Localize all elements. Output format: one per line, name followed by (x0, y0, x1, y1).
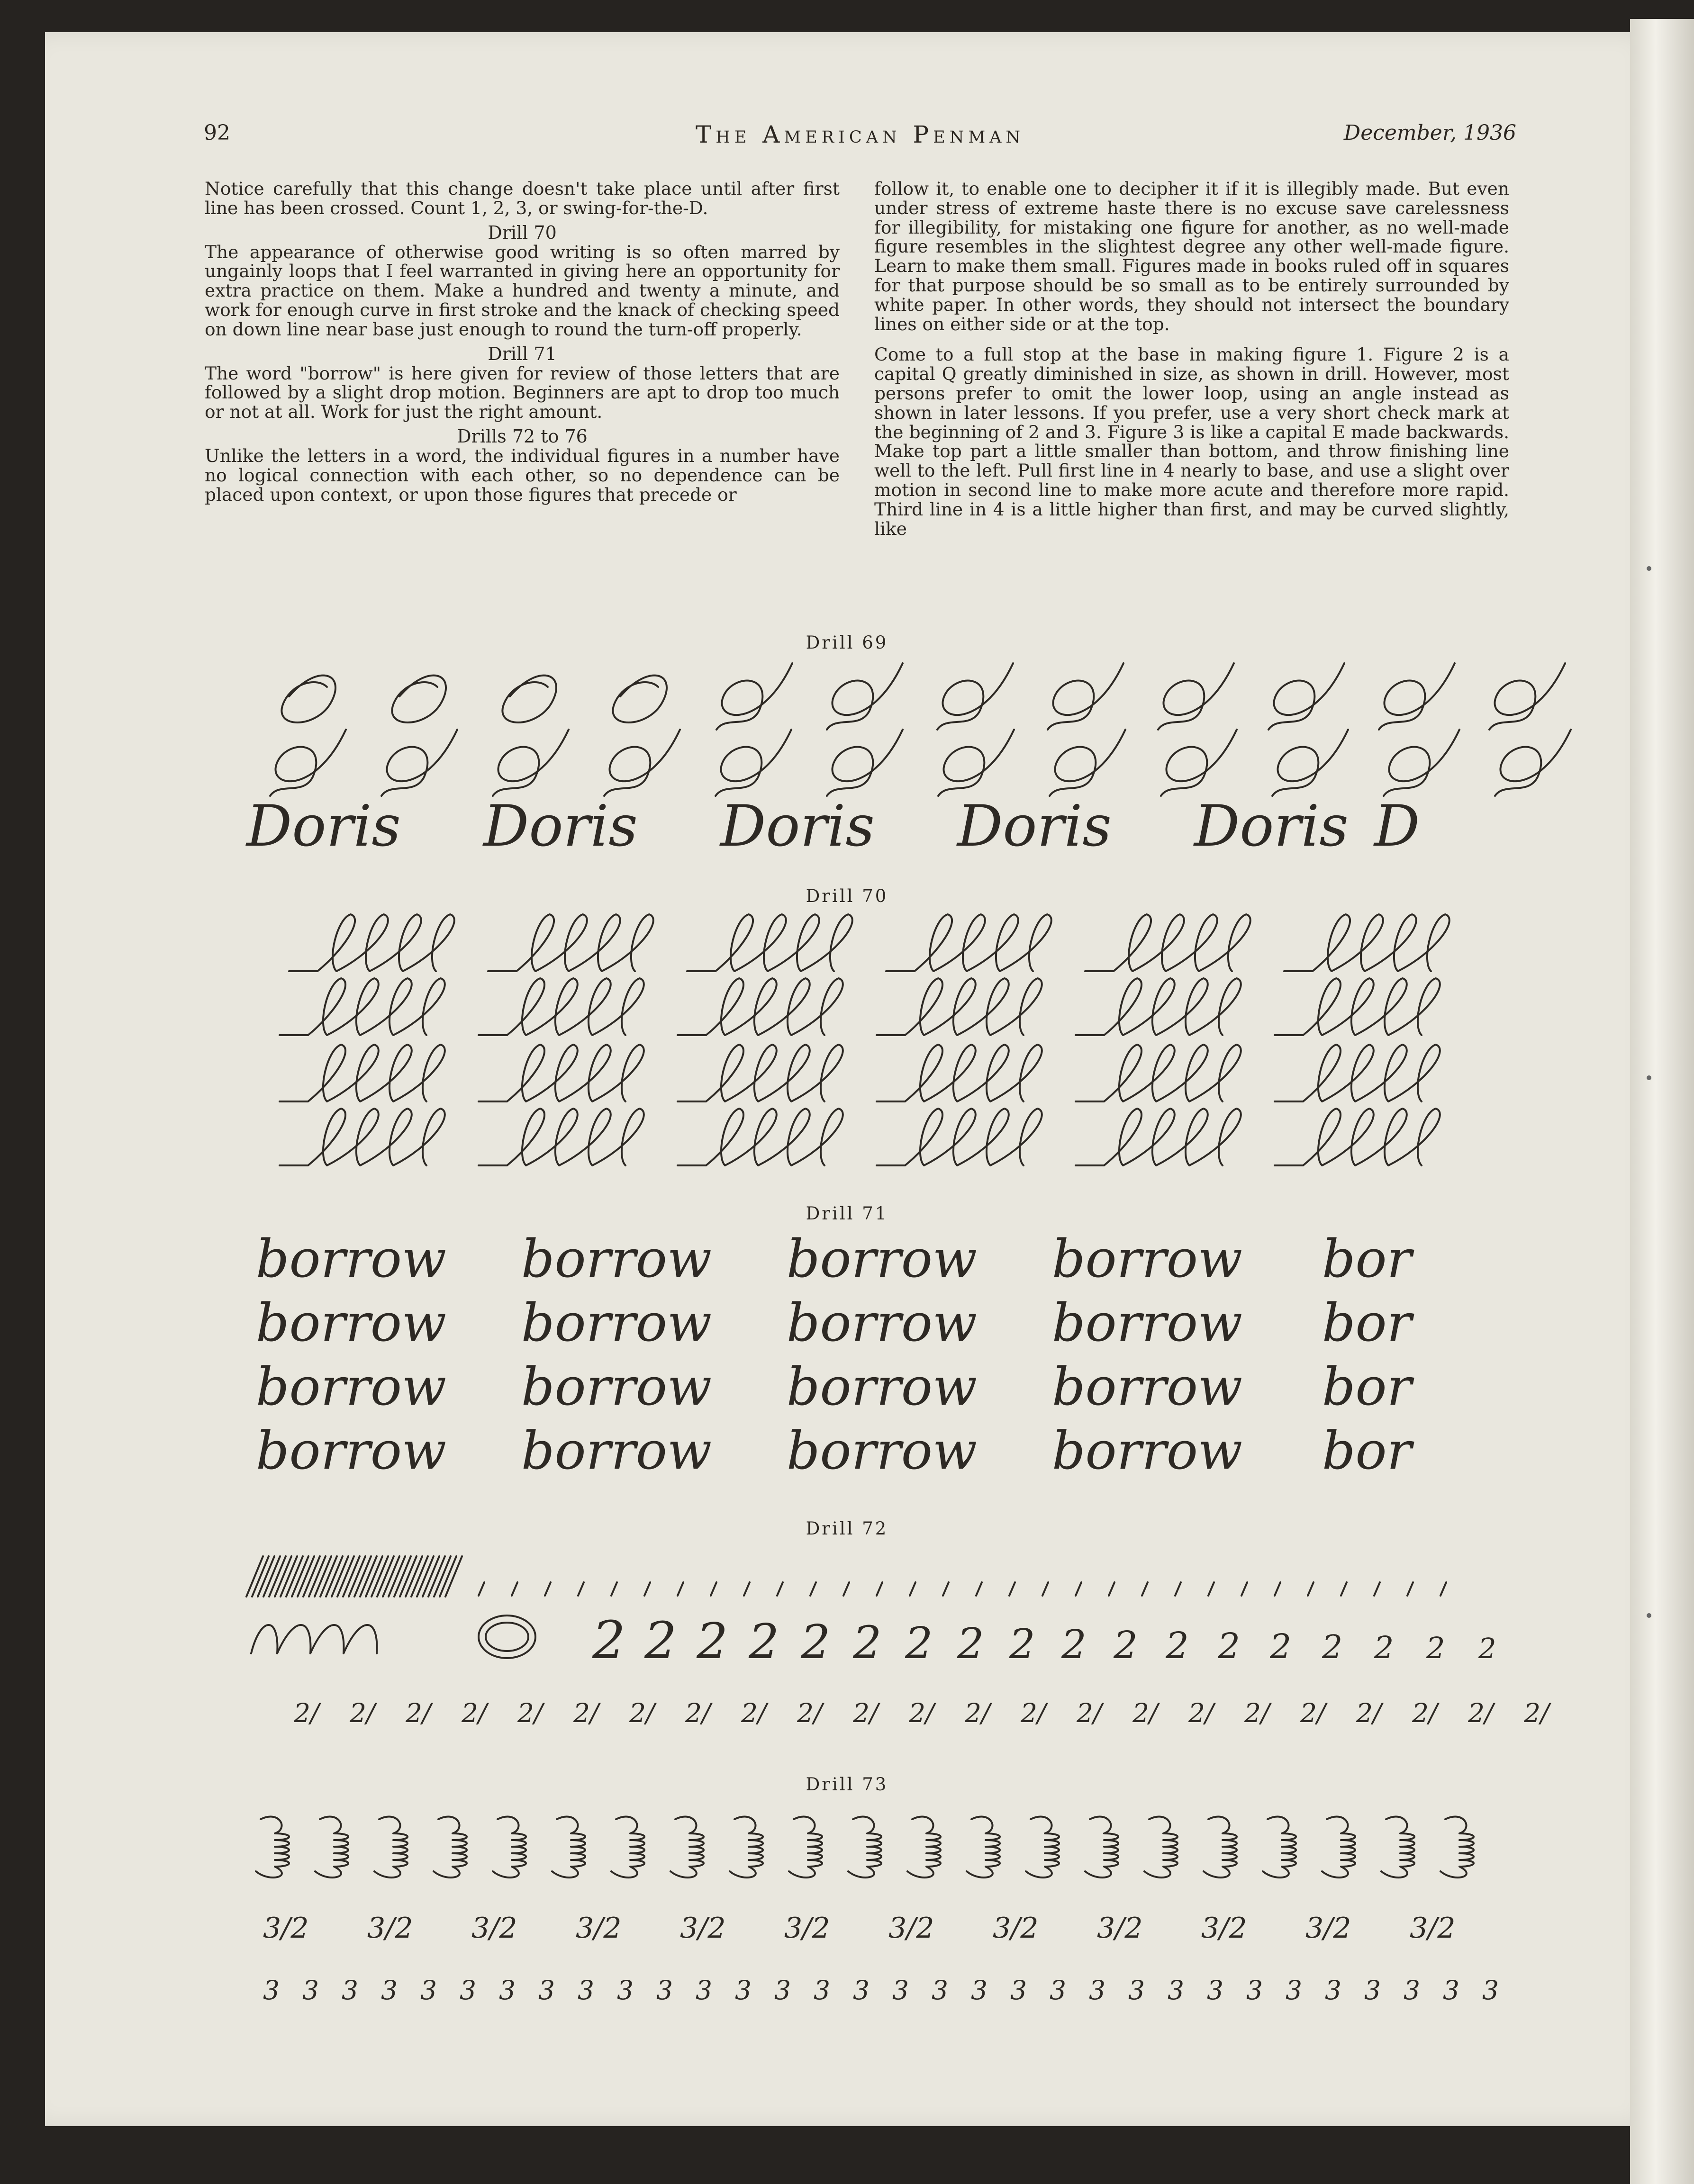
two-one-pair: 2/ (1468, 1698, 1494, 1728)
three-two-pair: 3/2 (1097, 1912, 1143, 1945)
figure-three: 3 (892, 1975, 909, 2005)
figure-two: 2 (1322, 1629, 1343, 1666)
doris-word: Doris (483, 794, 638, 859)
figure-three: 3 (499, 1975, 516, 2005)
journal-title: The American Penman (695, 121, 1025, 148)
loop-group (678, 1045, 843, 1101)
borrow-word: borrow (256, 1356, 447, 1417)
coiled-three (1204, 1816, 1237, 1877)
figure-three: 3 (578, 1975, 594, 2005)
loop-group (1076, 1109, 1241, 1165)
doris-word: Doris (720, 794, 875, 859)
coiled-three (315, 1816, 348, 1877)
drill-70-script (0, 914, 1694, 1180)
figure-three: 3 (460, 1975, 476, 2005)
figure-three: 3 (617, 1975, 634, 2005)
loop-group (877, 1045, 1042, 1101)
figure-one (877, 1582, 882, 1596)
coiled-three (1026, 1816, 1059, 1877)
borrow-word: borrow (787, 1228, 978, 1289)
three-two-pair: 3/2 (576, 1912, 622, 1945)
drill-73-script (0, 1800, 1694, 2013)
figure-two: 2 (1374, 1630, 1394, 1666)
figure-one (1142, 1582, 1148, 1596)
coiled-three (907, 1816, 941, 1877)
figure-one (1241, 1582, 1247, 1596)
figure-one (1042, 1582, 1048, 1596)
capital-d-stroke (938, 730, 1014, 796)
borrow-word: borrow (787, 1356, 978, 1417)
figure-one (1374, 1582, 1380, 1596)
figure-two: 2 (592, 1610, 625, 1670)
figure-two: 2 (853, 1617, 882, 1669)
capital-d-stroke (827, 730, 903, 796)
borrow-word: borrow (787, 1292, 978, 1353)
bor-fragment: bor (1322, 1356, 1412, 1417)
drill-73-label: Drill 73 (806, 1774, 888, 1795)
two-one-pair: 2/ (462, 1698, 487, 1728)
bor-fragment: bor (1322, 1292, 1412, 1353)
loop-group (678, 978, 843, 1035)
coiled-three (1322, 1816, 1355, 1877)
drill-69-label: Drill 69 (806, 632, 888, 653)
loop-group (479, 1109, 644, 1165)
two-one-pair: 2/ (685, 1698, 711, 1728)
figure-two: 2 (644, 1612, 677, 1670)
two-one-pair: 2/ (1021, 1698, 1046, 1728)
loop-group (280, 1045, 445, 1101)
loop-group (1076, 978, 1241, 1035)
loop-group (1076, 1045, 1241, 1101)
capital-d-stroke (716, 663, 792, 730)
loop-group (877, 1109, 1042, 1165)
figure-one (479, 1582, 484, 1596)
borrow-word: borrow (1052, 1228, 1243, 1289)
coiled-three (1263, 1816, 1296, 1877)
drill-69-script (0, 659, 1694, 857)
figure-three: 3 (1089, 1975, 1105, 2005)
figure-three: 3 (1050, 1975, 1066, 2005)
drill-72-script (0, 1544, 1694, 1734)
figure-two: 2 (697, 1612, 728, 1670)
loop-group (479, 1045, 644, 1101)
coiled-three (256, 1816, 289, 1877)
coiled-three (434, 1816, 467, 1877)
two-one-pair: 2/ (1188, 1698, 1214, 1728)
figure-three: 3 (1286, 1975, 1302, 2005)
figure-one (1109, 1582, 1114, 1596)
figure-two: 2 (1166, 1625, 1189, 1667)
two-one-pair: 2/ (1356, 1698, 1382, 1728)
binding-mark (1647, 1075, 1651, 1080)
figure-one (1175, 1582, 1181, 1596)
paragraph: Notice carefully that this change doesn't take place until after first line has been crossed. Count 1, 2, 3, or swing-for-the-D. (205, 178, 840, 218)
capital-d-stroke (937, 663, 1013, 730)
figure-one (578, 1582, 584, 1596)
figure-three: 3 (420, 1975, 437, 2005)
bor-fragment: bor (1322, 1420, 1412, 1481)
figure-one (1076, 1582, 1081, 1596)
figure-three: 3 (696, 1975, 712, 2005)
three-two-pair: 3/2 (1201, 1912, 1247, 1945)
loop-group (1275, 978, 1440, 1035)
loop-group (280, 978, 445, 1035)
paragraph: Come to a full stop at the base in making figure 1. Figure 2 is a capital Q greatly diminished in size, as shown in drill. However, most persons prefer to omit the lower loop, using an angle instead as shown in later lessons. If you prefer, use a very short check mark at the beginning of 2 and 3. Figure 3 is like a capital E made backwards. Make top part a little smaller than bottom, and throw finishing line well to the left. Pull first line in 4 nearly to base, and use a slight over motion in second line to make more acute and therefore more rapid. Third line in 4 is a little higher than first, and may be curved slightly, like (874, 344, 1509, 539)
capital-d-stroke (1489, 663, 1565, 730)
coiled-three (493, 1816, 526, 1877)
three-two-pair: 3/2 (1305, 1912, 1351, 1945)
coiled-three (670, 1816, 704, 1877)
figure-two: 2 (957, 1619, 984, 1668)
figure-two: 2 (1426, 1631, 1445, 1665)
page-number: 92 (204, 121, 230, 145)
capital-d-stroke (1161, 730, 1237, 796)
coiled-three (611, 1816, 644, 1877)
loop-group (886, 914, 1051, 971)
two-one-pair: 2/ (965, 1698, 990, 1728)
loop-group (1085, 914, 1250, 971)
figure-two: 2 (1218, 1626, 1241, 1667)
capital-d-stroke (1048, 663, 1123, 730)
left-column (205, 179, 840, 504)
drill-71-label: Drill 71 (806, 1203, 888, 1224)
paragraph: follow it, to enable one to decipher it if it is illegibly made. But even under stress of extreme haste there is no excuse save carelessness for illegibility, for mistaking one figure for another, as no well-made figure resembles in the slightest degree any other well-made figure. Learn to make them small. Figures made in books ruled off in squares for that purpose should be so small as to be entirely surrounded by white paper. In other words, they should not intersect the boundary lines on either side or at the top. (874, 178, 1509, 334)
figure-one (1275, 1582, 1280, 1596)
capital-d-stroke (270, 730, 346, 796)
coiled-three (1440, 1816, 1474, 1877)
two-one-pair: 2/ (350, 1698, 375, 1728)
figure-two: 2 (905, 1618, 933, 1669)
paragraph: Unlike the letters in a word, the individual figures in a number have no logical connection with each other, so no dependence can be placed upon context, or upon those figures that precede or (205, 445, 840, 505)
three-two-pair: 3/2 (367, 1912, 413, 1945)
borrow-word: borrow (1052, 1356, 1243, 1417)
loop-group (687, 914, 852, 971)
issue-date: December, 1936 (1343, 121, 1516, 145)
two-one-pair: 2/ (853, 1698, 879, 1728)
figure-one (644, 1582, 650, 1596)
three-two-pair: 3/2 (471, 1912, 517, 1945)
three-two-pair: 3/2 (1410, 1912, 1456, 1945)
borrow-word: borrow (1052, 1292, 1243, 1353)
capital-d-stroke (1158, 663, 1234, 730)
coiled-three (848, 1816, 881, 1877)
figure-one (1009, 1582, 1015, 1596)
paragraph: The word "borrow" is here given for review of those letters that are followed by a slight drop motion. Beginners are apt to drop too much or not at all. Work for just the right amount. (205, 362, 840, 423)
two-one-pair: 2/ (1077, 1698, 1102, 1728)
two-one-pair: 2/ (517, 1698, 543, 1728)
figure-three: 3 (971, 1975, 987, 2005)
figure-three: 3 (1482, 1975, 1499, 2005)
borrow-word: borrow (256, 1420, 447, 1481)
two-one-pair: 2/ (1412, 1698, 1438, 1728)
loop-group (678, 1109, 843, 1165)
capital-d-stroke (827, 663, 903, 730)
figure-two: 2 (1270, 1627, 1292, 1666)
oval-stroke (281, 676, 335, 722)
section-heading: Drill 71 (488, 343, 557, 364)
figure-three: 3 (1325, 1975, 1341, 2005)
two-one-pair: 2/ (1132, 1698, 1158, 1728)
figure-three: 3 (1168, 1975, 1184, 2005)
two-one-pair: 2/ (909, 1698, 934, 1728)
figure-two: 2 (1478, 1632, 1496, 1665)
capital-d-stroke (381, 730, 457, 796)
figure-one (1208, 1582, 1214, 1596)
figure-one (976, 1582, 982, 1596)
two-one-pair: 2/ (797, 1698, 823, 1728)
two-one-pair: 2/ (629, 1698, 655, 1728)
three-two-pair: 3/2 (263, 1912, 309, 1945)
doris-word: Doris (957, 794, 1112, 859)
coiled-three (374, 1816, 408, 1877)
capital-d-stroke (493, 730, 569, 796)
capital-d-stroke (1379, 663, 1455, 730)
figure-two: 2 (749, 1614, 779, 1670)
figure-one (545, 1582, 551, 1596)
figure-three: 3 (342, 1975, 358, 2005)
capital-d-stroke (1268, 663, 1344, 730)
figure-one (843, 1582, 849, 1596)
figure-one (1440, 1582, 1446, 1596)
three-two-pair: 3/2 (680, 1912, 726, 1945)
bor-fragment: bor (1322, 1228, 1412, 1289)
binding-mark (1647, 566, 1651, 571)
oval-stroke (613, 676, 667, 722)
figure-three: 3 (932, 1975, 948, 2005)
borrow-word: borrow (521, 1228, 712, 1289)
figure-three: 3 (1207, 1975, 1223, 2005)
borrow-word: borrow (787, 1420, 978, 1481)
doris-word: Doris (246, 794, 401, 859)
figure-three: 3 (1364, 1975, 1381, 2005)
figure-three: 3 (302, 1975, 319, 2005)
figure-three: 3 (735, 1975, 752, 2005)
figure-three: 3 (656, 1975, 673, 2005)
figure-three: 3 (538, 1975, 555, 2005)
figure-three: 3 (774, 1975, 791, 2005)
figure-one (711, 1582, 716, 1596)
two-one-pair: 2/ (741, 1698, 767, 1728)
figure-one (943, 1582, 949, 1596)
borrow-word: borrow (521, 1292, 712, 1353)
capital-d-stroke (1272, 730, 1348, 796)
figure-two: 2 (1061, 1622, 1087, 1668)
loop-group (488, 914, 653, 971)
oval-stroke (502, 676, 556, 722)
figure-one (777, 1582, 783, 1596)
oval-stroke (392, 676, 446, 722)
figure-three: 3 (381, 1975, 398, 2005)
figure-one (512, 1582, 517, 1596)
section-heading: Drill 70 (488, 222, 557, 243)
figure-one (611, 1582, 617, 1596)
figure-two: 2 (1114, 1623, 1138, 1667)
loop-group (289, 914, 454, 971)
three-two-pair: 3/2 (993, 1912, 1039, 1945)
capital-d-stroke (1384, 730, 1459, 796)
figure-one (1407, 1582, 1413, 1596)
borrow-word: borrow (256, 1228, 447, 1289)
two-one-pair: 2/ (1524, 1698, 1549, 1728)
figure-three: 3 (1128, 1975, 1145, 2005)
m-stroke (251, 1625, 377, 1653)
coiled-three (967, 1816, 1000, 1877)
two-one-pair: 2/ (573, 1698, 599, 1728)
figure-one (744, 1582, 750, 1596)
loop-group (877, 978, 1042, 1035)
figure-one (678, 1582, 683, 1596)
coiled-three (730, 1816, 763, 1877)
capital-d-stroke (604, 730, 680, 796)
three-two-pair: 3/2 (784, 1912, 830, 1945)
capital-d-letter: D (1374, 794, 1420, 859)
section-heading: Drills 72 to 76 (457, 425, 588, 447)
loop-group (1275, 1045, 1440, 1101)
two-one-pair: 2/ (294, 1698, 319, 1728)
running-header (204, 121, 1516, 154)
paragraph: The appearance of otherwise good writing is so often marred by ungainly loops that I feel warranted in giving here an opportunity for extra practice on them. Make a hundred and twenty a minute, and work for enough curve in first stroke and the knack of checking speed on down line near base just enough to round the turn-off properly. (205, 241, 840, 340)
figure-one (810, 1582, 816, 1596)
figure-three: 3 (1246, 1975, 1263, 2005)
loop-group (280, 1109, 445, 1165)
loop-group (1284, 914, 1449, 971)
coiled-three (1381, 1816, 1414, 1877)
borrow-word: borrow (256, 1292, 447, 1353)
coiled-three (1085, 1816, 1118, 1877)
three-two-pair: 3/2 (888, 1912, 934, 1945)
figure-three: 3 (814, 1975, 830, 2005)
borrow-word: borrow (521, 1356, 712, 1417)
right-column (874, 179, 1509, 538)
capital-d-stroke (1050, 730, 1125, 796)
figure-one (910, 1582, 915, 1596)
drill-70-label: Drill 70 (806, 886, 888, 906)
loop-group (1275, 1109, 1440, 1165)
figure-one (1341, 1582, 1347, 1596)
drill-72-label: Drill 72 (806, 1518, 888, 1539)
borrow-word: borrow (1052, 1420, 1243, 1481)
figure-three: 3 (1010, 1975, 1027, 2005)
borrow-word: borrow (521, 1420, 712, 1481)
coiled-three (1144, 1816, 1178, 1877)
two-one-pair: 2/ (1300, 1698, 1326, 1728)
two-one-pair: 2/ (406, 1698, 431, 1728)
figure-two: 2 (1009, 1621, 1035, 1668)
figure-three: 3 (1443, 1975, 1459, 2005)
figure-three: 3 (1404, 1975, 1420, 2005)
figure-one (1308, 1582, 1314, 1596)
loop-group (479, 978, 644, 1035)
binding-mark (1647, 1613, 1651, 1618)
capital-d-stroke (716, 730, 791, 796)
two-one-pair: 2/ (1244, 1698, 1270, 1728)
doris-word: Doris (1194, 794, 1349, 859)
coiled-three (789, 1816, 822, 1877)
figure-three: 3 (853, 1975, 870, 2005)
capital-q-oval (486, 1623, 528, 1651)
figure-two: 2 (801, 1615, 831, 1670)
drill-71-script (0, 1228, 1694, 1497)
figure-three: 3 (263, 1975, 280, 2005)
capital-d-stroke (1495, 730, 1571, 796)
coiled-three (552, 1816, 585, 1877)
